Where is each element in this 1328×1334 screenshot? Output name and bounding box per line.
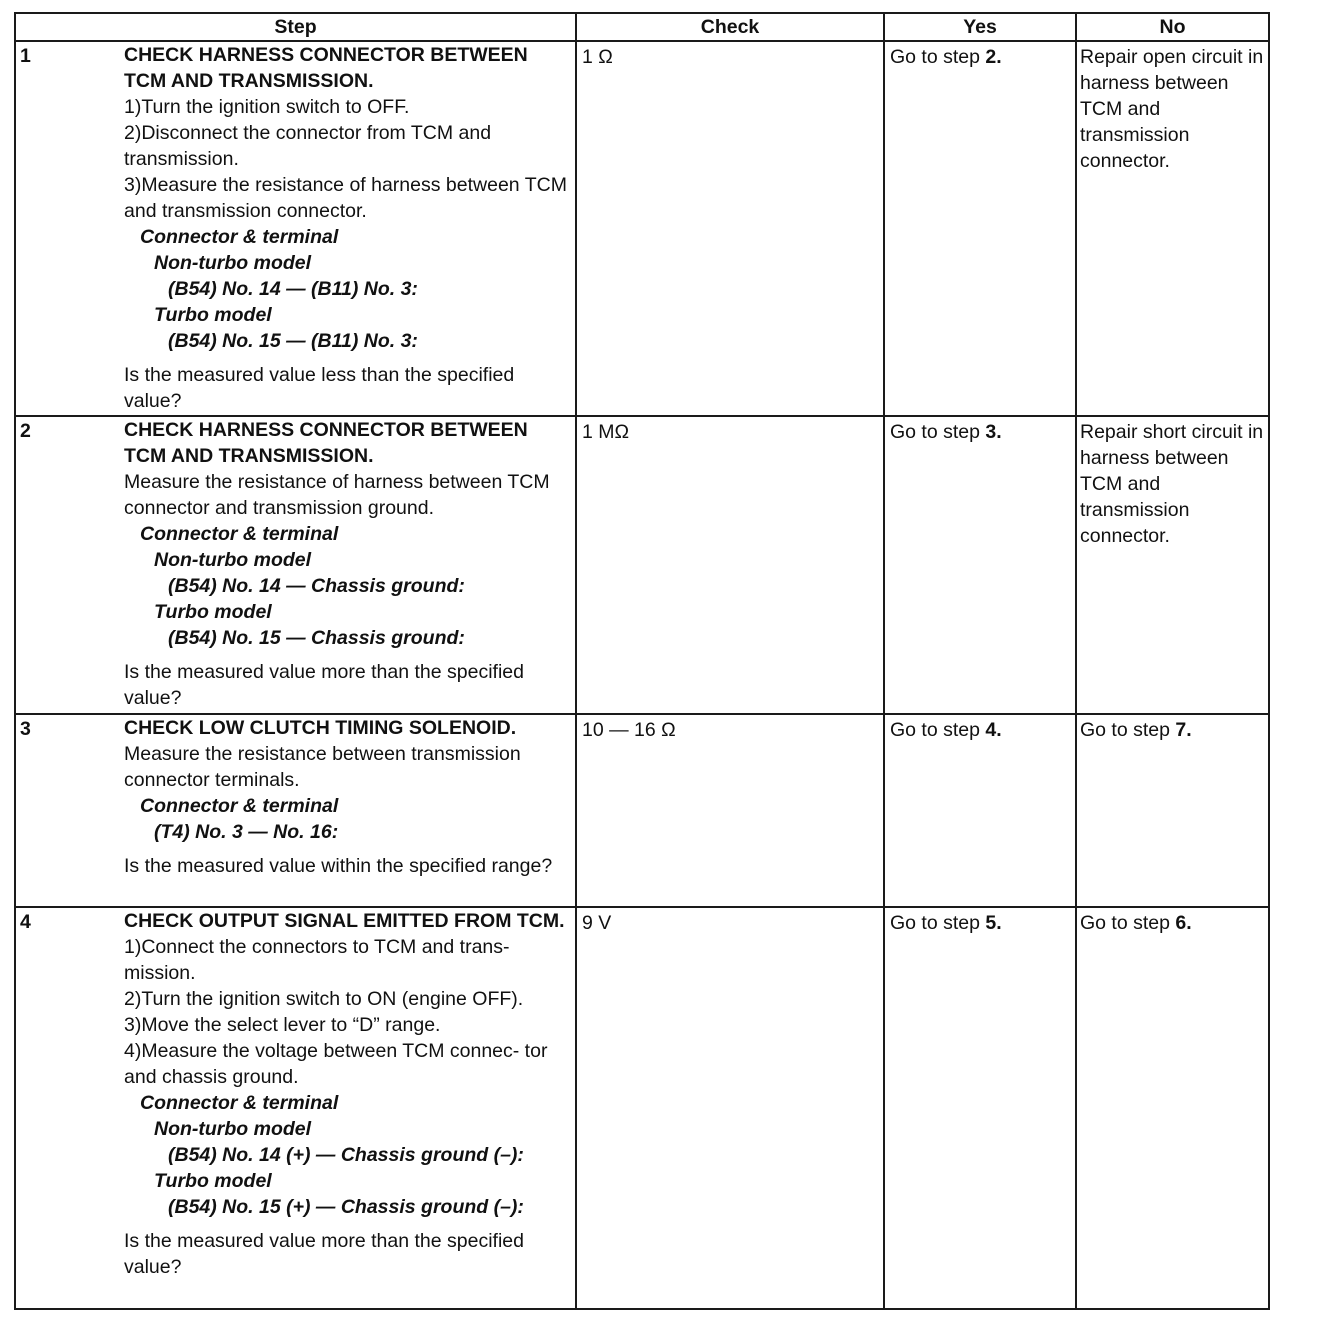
yes-cell bbox=[884, 41, 1076, 416]
instruction: 2)Turn the ignition switch to ON (engine OFF). bbox=[124, 988, 524, 1010]
terminal-spec: (B54) No. 15 (+) — Chassis ground (–): bbox=[168, 1196, 524, 1218]
instruction: 2)Disconnect the connector from TCM and transmission. bbox=[124, 122, 492, 170]
connector-terminal-label: Connector & terminal bbox=[140, 795, 339, 817]
check-cell: 9 V bbox=[576, 907, 884, 1309]
no-text: Go to step bbox=[1080, 912, 1176, 934]
check-cell: 1 Ω bbox=[576, 41, 884, 416]
model-label: Turbo model bbox=[154, 601, 272, 623]
yes-cell bbox=[884, 907, 1076, 1309]
check-cell: 10 — 16 Ω bbox=[576, 714, 884, 907]
yes-step-number: 3. bbox=[985, 421, 1002, 443]
table-row bbox=[15, 416, 1269, 714]
step-number: 4 bbox=[20, 911, 31, 933]
header-check: Check bbox=[576, 13, 884, 41]
model-label: Non-turbo model bbox=[154, 1118, 312, 1140]
terminal-spec: (T4) No. 3 — No. 16: bbox=[154, 821, 339, 843]
connector-terminal-label: Connector & terminal bbox=[140, 226, 339, 248]
terminal-spec: (B54) No. 15 — (B11) No. 3: bbox=[168, 330, 418, 352]
model-label: Non-turbo model bbox=[154, 549, 312, 571]
no-step-number: 7. bbox=[1175, 719, 1192, 741]
connector-terminal-label: Connector & terminal bbox=[140, 523, 339, 545]
no-cell bbox=[1076, 907, 1269, 1309]
step-title: CHECK HARNESS CONNECTOR BETWEEN TCM AND TRANSMISSION. bbox=[124, 419, 528, 467]
header-yes: Yes bbox=[884, 13, 1076, 41]
table-row bbox=[15, 907, 1269, 1309]
check-cell: 1 MΩ bbox=[576, 416, 884, 714]
terminal-spec: (B54) No. 14 (+) — Chassis ground (–): bbox=[168, 1144, 524, 1166]
no-step-number: 6. bbox=[1175, 912, 1192, 934]
step-number: 1 bbox=[20, 45, 31, 67]
step-cell bbox=[15, 41, 576, 416]
instruction: 1)Turn the ignition switch to OFF. bbox=[124, 96, 410, 118]
step-title: CHECK HARNESS CONNECTOR BETWEEN TCM AND TRANSMISSION. bbox=[124, 44, 528, 92]
connector-terminal-label: Connector & terminal bbox=[140, 1092, 339, 1114]
no-cell: Repair open circuit in harness between TCM and transmission connector. bbox=[1076, 41, 1269, 416]
yes-text: Go to step bbox=[890, 719, 986, 741]
step-question: Is the measured value more than the specified value? bbox=[124, 1230, 524, 1278]
yes-text: Go to step bbox=[890, 912, 986, 934]
diagnostic-table bbox=[14, 12, 1270, 1310]
instruction: 3)Measure the resistance of harness between TCM and transmission connector. bbox=[124, 174, 567, 222]
model-label: Turbo model bbox=[154, 304, 272, 326]
step-title: CHECK LOW CLUTCH TIMING SOLENOID. bbox=[124, 717, 517, 739]
terminal-spec: (B54) No. 14 — (B11) No. 3: bbox=[168, 278, 418, 300]
instruction: 1)Connect the connectors to TCM and trans- mission. bbox=[124, 936, 510, 984]
instruction: Measure the resistance of harness between TCM connector and transmission ground. bbox=[124, 471, 550, 519]
instruction: Measure the resistance between transmission connector terminals. bbox=[124, 743, 521, 791]
step-cell bbox=[15, 907, 576, 1309]
no-text: Go to step bbox=[1080, 719, 1176, 741]
terminal-spec: (B54) No. 14 — Chassis ground: bbox=[168, 575, 465, 597]
step-title: CHECK OUTPUT SIGNAL EMITTED FROM TCM. bbox=[124, 910, 565, 932]
instruction: 4)Measure the voltage between TCM connec- tor and chassis ground. bbox=[124, 1040, 548, 1088]
header-no: No bbox=[1076, 13, 1269, 41]
header-row bbox=[15, 13, 1269, 41]
step-cell bbox=[15, 416, 576, 714]
yes-cell bbox=[884, 416, 1076, 714]
step-question: Is the measured value less than the specified value? bbox=[124, 364, 515, 412]
header-step: Step bbox=[15, 13, 576, 41]
instruction: 3)Move the select lever to “D” range. bbox=[124, 1014, 441, 1036]
no-cell: Repair short circuit in harness between TCM and transmission connector. bbox=[1076, 416, 1269, 714]
step-number: 3 bbox=[20, 718, 31, 740]
step-question: Is the measured value more than the specified value? bbox=[124, 661, 524, 709]
step-cell bbox=[15, 714, 576, 907]
yes-step-number: 4. bbox=[985, 719, 1002, 741]
no-cell bbox=[1076, 714, 1269, 907]
yes-text: Go to step bbox=[890, 421, 986, 443]
terminal-spec: (B54) No. 15 — Chassis ground: bbox=[168, 627, 465, 649]
model-label: Turbo model bbox=[154, 1170, 272, 1192]
model-label: Non-turbo model bbox=[154, 252, 312, 274]
table-row bbox=[15, 41, 1269, 416]
step-question: Is the measured value within the specified range? bbox=[124, 855, 553, 877]
yes-text: Go to step bbox=[890, 46, 986, 68]
yes-step-number: 2. bbox=[985, 46, 1002, 68]
yes-cell bbox=[884, 714, 1076, 907]
step-number: 2 bbox=[20, 420, 31, 442]
table-row bbox=[15, 714, 1269, 907]
yes-step-number: 5. bbox=[985, 912, 1002, 934]
